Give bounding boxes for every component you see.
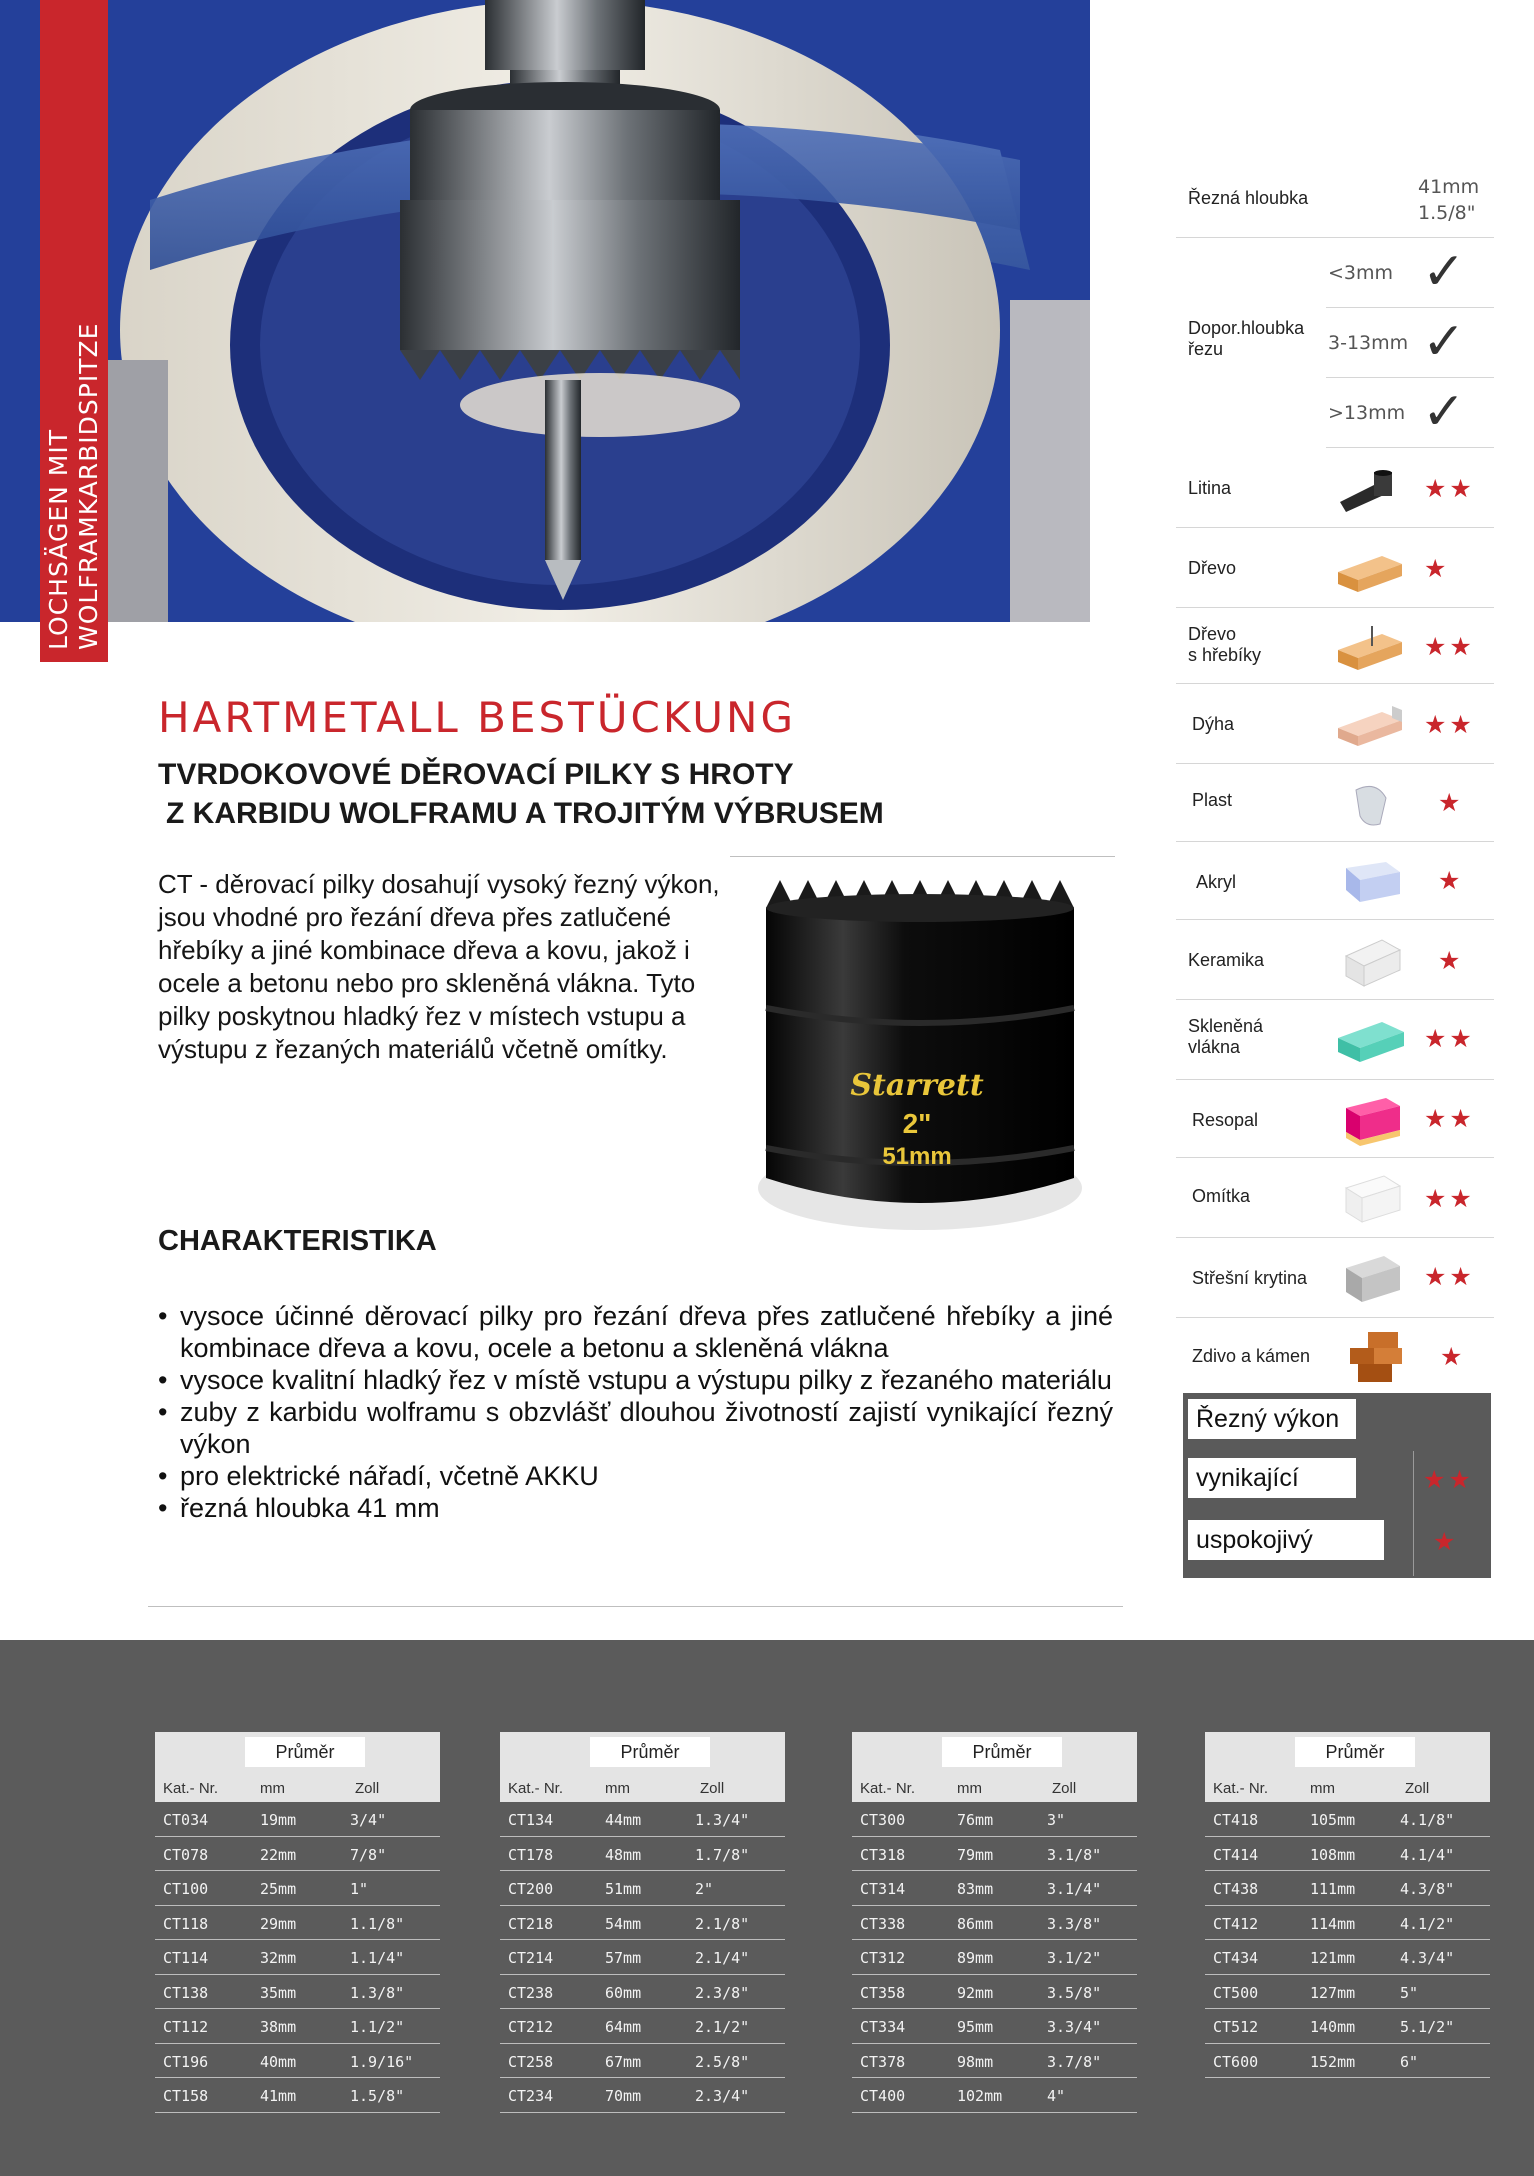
table-row bbox=[852, 2044, 1137, 2079]
rating-stars: ★★ bbox=[1424, 1263, 1475, 1291]
column-header-inch: Zoll bbox=[700, 1780, 725, 1797]
cell-inch: 6" bbox=[1400, 2052, 1419, 2071]
cell-cat-nr: CT258 bbox=[508, 2052, 554, 2071]
material-row bbox=[1176, 920, 1494, 1000]
recommended-depth-label-line1: Dopor.hloubka bbox=[1188, 318, 1305, 338]
cell-mm: 70mm bbox=[605, 2087, 642, 2105]
recommended-depth-block bbox=[1176, 238, 1494, 448]
cell-mm: 140mm bbox=[1310, 2018, 1356, 2036]
page-title: HARTMETALL BESTÜCKUNG bbox=[158, 693, 796, 742]
cell-cat-nr: CT434 bbox=[1213, 1949, 1259, 1967]
cell-inch: 1.1/8" bbox=[350, 1914, 405, 1933]
cell-mm: 54mm bbox=[605, 1914, 642, 1933]
cell-mm: 60mm bbox=[605, 1983, 642, 2002]
table-row bbox=[155, 2078, 440, 2113]
recommended-depth-label-line2: řezu bbox=[1188, 339, 1224, 359]
material-name: Resopal bbox=[1192, 1110, 1259, 1130]
table-header bbox=[1205, 1732, 1490, 1802]
cell-mm: 108mm bbox=[1310, 1845, 1356, 1864]
cell-cat-nr: CT418 bbox=[1213, 1811, 1259, 1829]
table-header bbox=[852, 1732, 1137, 1802]
table-row bbox=[155, 1837, 440, 1872]
material-name-line2: vlákna bbox=[1188, 1037, 1241, 1057]
legend-satisfactory-label: uspokojivý bbox=[1188, 1520, 1384, 1560]
cell-cat-nr: CT034 bbox=[163, 1811, 209, 1829]
roofing-icon bbox=[1342, 1252, 1406, 1306]
table-row bbox=[852, 1837, 1137, 1872]
fiberglass-icon bbox=[1336, 1014, 1408, 1064]
divider bbox=[730, 856, 1115, 857]
column-header-inch: Zoll bbox=[1052, 1780, 1077, 1797]
cell-mm: 89mm bbox=[957, 1949, 994, 1967]
material-name: Dýha bbox=[1192, 714, 1235, 734]
column-header-cat: Kat.- Nr. bbox=[1213, 1780, 1269, 1797]
cell-inch: 2.3/8" bbox=[695, 1983, 750, 2002]
acrylic-icon bbox=[1342, 858, 1406, 906]
cell-inch: 4.3/4" bbox=[1400, 1949, 1455, 1967]
table-row bbox=[852, 2078, 1137, 2113]
legend-satisfactory-stars: ★ bbox=[1433, 1528, 1459, 1556]
cell-mm: 79mm bbox=[957, 1845, 994, 1864]
cell-cat-nr: CT438 bbox=[1213, 1880, 1259, 1898]
cell-cat-nr: CT338 bbox=[860, 1914, 906, 1933]
column-header-mm: mm bbox=[605, 1780, 630, 1797]
cell-inch: 3.1/2" bbox=[1047, 1949, 1102, 1967]
masonry-icon bbox=[1344, 1328, 1408, 1388]
cell-inch: 3.3/8" bbox=[1047, 1914, 1102, 1933]
hero-photo bbox=[0, 0, 1090, 622]
cell-cat-nr: CT500 bbox=[1213, 1983, 1259, 2002]
table-row bbox=[1205, 1906, 1490, 1941]
depth-range: 3-13mm bbox=[1328, 332, 1409, 354]
depth-range: >13mm bbox=[1328, 402, 1406, 424]
cell-cat-nr: CT100 bbox=[163, 1880, 209, 1898]
table-header bbox=[155, 1732, 440, 1802]
material-name: Střešní krytina bbox=[1192, 1268, 1308, 1288]
check-icon: ✓ bbox=[1422, 313, 1466, 371]
list-item: • vysoce účinné děrovací pilky pro řezání dřeva přes zatlučené hřebíky a jiné kombinace dřeva a kovu, ocele a betonu a skleněná vlákna bbox=[158, 1300, 1113, 1364]
column-header-mm: mm bbox=[260, 1780, 285, 1797]
cell-cat-nr: CT358 bbox=[860, 1983, 906, 2002]
cell-cat-nr: CT314 bbox=[860, 1880, 906, 1898]
product-brand: Starrett bbox=[850, 1068, 984, 1103]
legend-divider bbox=[1413, 1451, 1414, 1576]
cell-inch: 2.1/8" bbox=[695, 1914, 750, 1933]
cell-mm: 19mm bbox=[260, 1811, 297, 1829]
table-row bbox=[852, 1975, 1137, 2010]
side-label-line1: LOCHSÄGEN MIT bbox=[44, 429, 73, 650]
resopal-icon bbox=[1342, 1094, 1406, 1148]
cell-cat-nr: CT414 bbox=[1213, 1845, 1259, 1864]
size-table bbox=[852, 1732, 1137, 2113]
material-row bbox=[1176, 1318, 1494, 1396]
cell-mm: 64mm bbox=[605, 2018, 642, 2036]
table-row bbox=[852, 1906, 1137, 1941]
cell-inch: 4.1/2" bbox=[1400, 1914, 1455, 1933]
cell-mm: 102mm bbox=[957, 2087, 1003, 2105]
column-header-cat: Kat.- Nr. bbox=[508, 1780, 564, 1797]
cell-inch: 3.5/8" bbox=[1047, 1983, 1102, 2002]
cell-inch: 1.3/8" bbox=[350, 1983, 405, 2002]
cell-mm: 152mm bbox=[1310, 2052, 1356, 2071]
characteristics-title: CHARAKTERISTIKA bbox=[158, 1225, 437, 1257]
table-row bbox=[155, 1906, 440, 1941]
cell-cat-nr: CT334 bbox=[860, 2018, 906, 2036]
table-row bbox=[500, 1940, 785, 1975]
cut-depth-mm: 41mm bbox=[1418, 176, 1480, 198]
depth-row bbox=[1326, 308, 1494, 378]
cell-mm: 76mm bbox=[957, 1811, 994, 1829]
cell-mm: 86mm bbox=[957, 1914, 994, 1933]
table-row bbox=[1205, 1940, 1490, 1975]
material-row bbox=[1176, 1158, 1494, 1238]
cell-cat-nr: CT112 bbox=[163, 2018, 209, 2036]
cell-mm: 127mm bbox=[1310, 1983, 1356, 2002]
size-table bbox=[155, 1732, 440, 2113]
hole-saw-icon bbox=[750, 858, 1090, 1238]
cell-mm: 51mm bbox=[605, 1880, 642, 1898]
table-body bbox=[852, 1802, 1137, 2113]
cell-mm: 35mm bbox=[260, 1983, 297, 2002]
table-row bbox=[852, 2009, 1137, 2044]
material-name bbox=[1188, 1016, 1263, 1058]
cell-inch: 2" bbox=[695, 1880, 714, 1898]
wood-icon bbox=[1336, 546, 1406, 594]
rating-stars: ★★ bbox=[1424, 1185, 1475, 1213]
material-name: Litina bbox=[1188, 478, 1232, 498]
cell-cat-nr: CT158 bbox=[163, 2087, 209, 2105]
cell-cat-nr: CT318 bbox=[860, 1845, 906, 1864]
column-header-inch: Zoll bbox=[355, 1780, 380, 1797]
material-name bbox=[1188, 624, 1261, 666]
cell-inch: 3.7/8" bbox=[1047, 2052, 1102, 2071]
cell-inch: 2.5/8" bbox=[695, 2052, 750, 2071]
table-row bbox=[155, 1975, 440, 2010]
cell-cat-nr: CT078 bbox=[163, 1845, 209, 1864]
cell-inch: 3/4" bbox=[350, 1811, 387, 1829]
table-row bbox=[500, 1906, 785, 1941]
performance-legend bbox=[1183, 1393, 1491, 1578]
cell-mm: 29mm bbox=[260, 1914, 297, 1933]
table-row bbox=[1205, 1975, 1490, 2010]
table-row bbox=[500, 1802, 785, 1837]
diameter-header: Průměr bbox=[942, 1737, 1062, 1767]
recommended-depth-label bbox=[1188, 318, 1304, 360]
cell-cat-nr: CT300 bbox=[860, 1811, 906, 1829]
material-row bbox=[1176, 450, 1494, 528]
hole-saw-drilling-illustration bbox=[0, 0, 1090, 622]
table-row bbox=[1205, 1871, 1490, 1906]
legend-excellent-label: vynikající bbox=[1188, 1458, 1356, 1498]
size-tables-section bbox=[0, 1640, 1534, 2176]
cell-cat-nr: CT412 bbox=[1213, 1914, 1259, 1933]
plastic-icon bbox=[1346, 780, 1406, 830]
rating-stars: ★ bbox=[1424, 555, 1450, 583]
cell-cat-nr: CT196 bbox=[163, 2052, 209, 2071]
depth-row bbox=[1326, 378, 1494, 448]
cell-inch: 2.1/2" bbox=[695, 2018, 750, 2036]
cell-inch: 4.3/8" bbox=[1400, 1880, 1455, 1898]
cell-cat-nr: CT600 bbox=[1213, 2052, 1259, 2071]
cell-cat-nr: CT512 bbox=[1213, 2018, 1259, 2036]
cell-mm: 32mm bbox=[260, 1949, 297, 1967]
cell-inch: 1.9/16" bbox=[350, 2052, 414, 2071]
cell-cat-nr: CT214 bbox=[508, 1949, 554, 1967]
divider bbox=[148, 1606, 1123, 1607]
cell-cat-nr: CT218 bbox=[508, 1914, 554, 1933]
rating-stars: ★★ bbox=[1424, 1105, 1475, 1133]
table-row bbox=[155, 1802, 440, 1837]
column-header-cat: Kat.- Nr. bbox=[163, 1780, 219, 1797]
cell-cat-nr: CT238 bbox=[508, 1983, 554, 2002]
product-size-mm: 51mm bbox=[882, 1143, 952, 1170]
table-row bbox=[500, 1837, 785, 1872]
list-item: • zuby z karbidu wolframu s obzvlášť dlouhou životností zajistí vynikající řezný výkon bbox=[158, 1396, 1113, 1460]
cell-inch: 1.1/4" bbox=[350, 1949, 405, 1967]
material-name: Akryl bbox=[1196, 872, 1236, 892]
cell-mm: 38mm bbox=[260, 2018, 297, 2036]
rating-stars: ★★ bbox=[1424, 1025, 1475, 1053]
material-row bbox=[1176, 842, 1494, 920]
table-row bbox=[852, 1802, 1137, 1837]
cell-cat-nr: CT378 bbox=[860, 2052, 906, 2071]
material-row bbox=[1176, 1000, 1494, 1080]
rating-stars: ★ bbox=[1438, 947, 1464, 975]
plaster-icon bbox=[1342, 1172, 1406, 1226]
table-row bbox=[852, 1871, 1137, 1906]
material-name-line1: Dřevo bbox=[1188, 624, 1237, 644]
cell-inch: 7/8" bbox=[350, 1845, 387, 1864]
cell-inch: 4" bbox=[1047, 2087, 1066, 2105]
table-row bbox=[500, 1975, 785, 2010]
table-row bbox=[1205, 2044, 1490, 2079]
size-table bbox=[500, 1732, 785, 2113]
rating-stars: ★★ bbox=[1424, 711, 1475, 739]
cell-cat-nr: CT118 bbox=[163, 1914, 209, 1933]
diameter-header: Průměr bbox=[590, 1737, 710, 1767]
table-row bbox=[500, 2078, 785, 2113]
material-name: Omítka bbox=[1192, 1186, 1251, 1206]
material-name-line2: s hřebíky bbox=[1188, 645, 1262, 665]
cell-cat-nr: CT200 bbox=[508, 1880, 554, 1898]
product-image bbox=[750, 858, 1090, 1238]
wood-with-nails-icon bbox=[1336, 624, 1406, 672]
rating-stars: ★★ bbox=[1424, 475, 1475, 503]
product-size-inch: 2" bbox=[902, 1108, 932, 1139]
cell-inch: 3.1/8" bbox=[1047, 1845, 1102, 1864]
table-row bbox=[155, 2009, 440, 2044]
cell-cat-nr: CT312 bbox=[860, 1949, 906, 1967]
cell-mm: 25mm bbox=[260, 1880, 297, 1898]
cell-mm: 95mm bbox=[957, 2018, 994, 2036]
list-item: • pro elektrické nářadí, včetně AKKU bbox=[158, 1460, 1113, 1492]
cell-mm: 121mm bbox=[1310, 1949, 1356, 1967]
table-row bbox=[155, 2044, 440, 2079]
table-row bbox=[500, 2009, 785, 2044]
rating-stars: ★ bbox=[1440, 1343, 1466, 1371]
table-body bbox=[500, 1802, 785, 2113]
table-row bbox=[155, 1871, 440, 1906]
diameter-header: Průměr bbox=[1295, 1737, 1415, 1767]
check-icon: ✓ bbox=[1422, 243, 1466, 301]
table-body bbox=[155, 1802, 440, 2113]
material-row bbox=[1176, 528, 1494, 608]
cell-cat-nr: CT178 bbox=[508, 1845, 554, 1864]
cell-mm: 67mm bbox=[605, 2052, 642, 2071]
column-header-mm: mm bbox=[1310, 1780, 1335, 1797]
cell-cat-nr: CT114 bbox=[163, 1949, 209, 1967]
cell-inch: 5" bbox=[1400, 1983, 1419, 2002]
material-name: Zdivo a kámen bbox=[1192, 1346, 1311, 1366]
cell-mm: 83mm bbox=[957, 1880, 994, 1898]
spec-row-cut-depth bbox=[1176, 160, 1494, 238]
cell-mm: 48mm bbox=[605, 1845, 642, 1864]
cell-mm: 44mm bbox=[605, 1811, 642, 1829]
table-row bbox=[155, 1940, 440, 1975]
veneer-icon bbox=[1336, 702, 1406, 750]
cell-mm: 41mm bbox=[260, 2087, 297, 2105]
material-row bbox=[1176, 1238, 1494, 1318]
list-item: • vysoce kvalitní hladký řez v místě vstupu a výstupu pilky z řezaného materiálu bbox=[158, 1364, 1113, 1396]
intro-paragraph: CT - děrovací pilky dosahují vysoký řezný výkon, jsou vhodné pro řezání dřeva přes zatlučené hřebíky a jiné kombinace dřeva a kovu, jakož i ocele a betonu nebo pro skleněná vlákna. Tyto pilky poskytnou hladký řez v místech vstupu a výstupu z řezaných materiálů včetně omítky. bbox=[158, 869, 720, 1064]
page-subtitle bbox=[158, 755, 884, 833]
cell-inch: 3" bbox=[1047, 1811, 1066, 1829]
characteristics-list bbox=[158, 1300, 1113, 1524]
rating-stars: ★ bbox=[1438, 867, 1464, 895]
material-name: Plast bbox=[1192, 790, 1233, 810]
cell-inch: 2.3/4" bbox=[695, 2087, 750, 2105]
side-label-line2: WOLFRAMKARBIDSPITZE bbox=[74, 322, 103, 650]
table-row bbox=[500, 1871, 785, 1906]
depth-range: <3mm bbox=[1328, 262, 1394, 284]
depth-row bbox=[1326, 238, 1494, 308]
subtitle-line2: Z KARBIDU WOLFRAMU A TROJITÝM VÝBRUSEM bbox=[166, 797, 884, 830]
table-header bbox=[500, 1732, 785, 1802]
table-row bbox=[500, 2044, 785, 2079]
material-row bbox=[1176, 1080, 1494, 1158]
cell-inch: 4.1/8" bbox=[1400, 1811, 1455, 1829]
cut-depth-inch: 1.5/8" bbox=[1418, 202, 1476, 224]
cell-mm: 57mm bbox=[605, 1949, 642, 1967]
subtitle-line1: TVRDOKOVOVÉ DĚROVACÍ PILKY S HROTY bbox=[158, 758, 794, 791]
material-row bbox=[1176, 608, 1494, 684]
column-header-cat: Kat.- Nr. bbox=[860, 1780, 916, 1797]
column-header-inch: Zoll bbox=[1405, 1780, 1430, 1797]
material-name: Dřevo bbox=[1188, 558, 1237, 578]
table-row bbox=[1205, 2009, 1490, 2044]
cell-inch: 3.3/4" bbox=[1047, 2018, 1102, 2036]
cell-cat-nr: CT138 bbox=[163, 1983, 209, 2002]
table-row bbox=[852, 1940, 1137, 1975]
diameter-header: Průměr bbox=[245, 1737, 365, 1767]
material-row bbox=[1176, 764, 1494, 842]
cell-inch: 1.3/4" bbox=[695, 1811, 750, 1829]
rating-stars: ★★ bbox=[1424, 633, 1475, 661]
cast-iron-pipe-icon bbox=[1336, 468, 1406, 512]
cell-mm: 22mm bbox=[260, 1845, 297, 1864]
material-name: Keramika bbox=[1188, 950, 1265, 970]
cell-inch: 5.1/2" bbox=[1400, 2018, 1455, 2036]
cell-inch: 2.1/4" bbox=[695, 1949, 750, 1967]
size-table bbox=[1205, 1732, 1490, 2078]
cell-mm: 114mm bbox=[1310, 1914, 1356, 1933]
cell-cat-nr: CT234 bbox=[508, 2087, 554, 2105]
cut-depth-label: Řezná hloubka bbox=[1188, 188, 1309, 208]
cell-mm: 105mm bbox=[1310, 1811, 1356, 1829]
cell-cat-nr: CT212 bbox=[508, 2018, 554, 2036]
material-row bbox=[1176, 684, 1494, 764]
cell-inch: 1" bbox=[350, 1880, 369, 1898]
cell-mm: 98mm bbox=[957, 2052, 994, 2071]
check-icon: ✓ bbox=[1422, 383, 1466, 441]
list-item: • řezná hloubka 41 mm bbox=[158, 1492, 1113, 1524]
table-body bbox=[1205, 1802, 1490, 2078]
ceramic-icon bbox=[1342, 936, 1406, 988]
column-header-mm: mm bbox=[957, 1780, 982, 1797]
rating-stars: ★ bbox=[1438, 789, 1464, 817]
legend-title: Řezný výkon bbox=[1188, 1399, 1356, 1439]
table-row bbox=[1205, 1802, 1490, 1837]
cell-cat-nr: CT134 bbox=[508, 1811, 554, 1829]
table-row bbox=[1205, 1837, 1490, 1872]
cell-mm: 111mm bbox=[1310, 1880, 1356, 1898]
material-name-line1: Skleněná bbox=[1188, 1016, 1264, 1036]
cell-mm: 40mm bbox=[260, 2052, 297, 2071]
side-label bbox=[44, 0, 106, 660]
cell-inch: 1.7/8" bbox=[695, 1845, 750, 1864]
cell-mm: 92mm bbox=[957, 1983, 994, 2002]
cell-inch: 4.1/4" bbox=[1400, 1845, 1455, 1864]
legend-excellent-stars: ★★ bbox=[1423, 1466, 1474, 1494]
cell-inch: 3.1/4" bbox=[1047, 1880, 1102, 1898]
cell-inch: 1.5/8" bbox=[350, 2087, 405, 2105]
cell-inch: 1.1/2" bbox=[350, 2018, 405, 2036]
cell-cat-nr: CT400 bbox=[860, 2087, 906, 2105]
